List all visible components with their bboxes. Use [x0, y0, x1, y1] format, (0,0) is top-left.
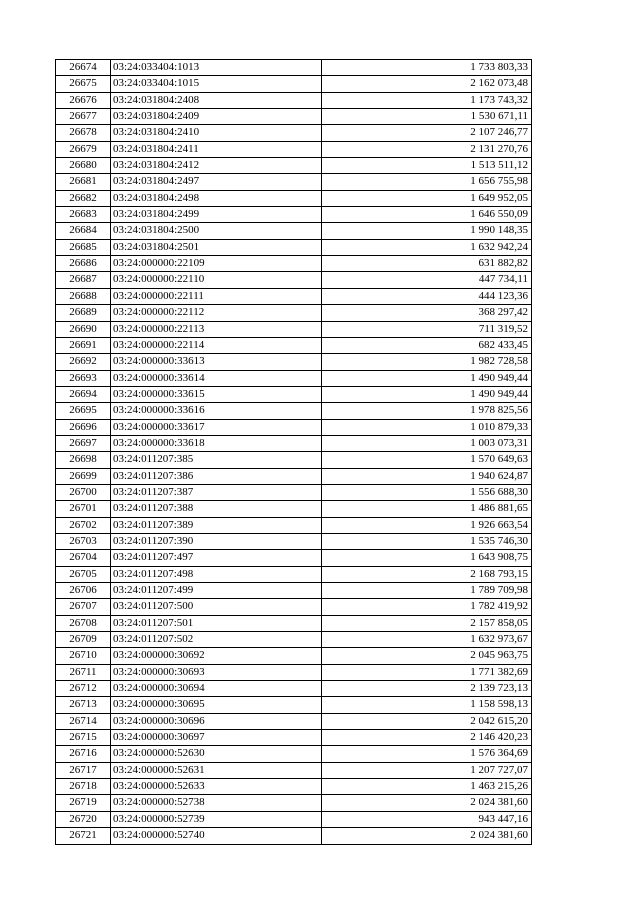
row-number-cell: 26700 [56, 484, 111, 500]
row-number-cell: 26676 [56, 92, 111, 108]
cadastral-number-cell: 03:24:000000:30693 [111, 664, 322, 680]
row-number-cell: 26674 [56, 60, 111, 76]
row-number-cell: 26703 [56, 533, 111, 549]
row-number-cell: 26708 [56, 615, 111, 631]
cadastral-number-cell: 03:24:011207:499 [111, 583, 322, 599]
row-number-cell: 26678 [56, 125, 111, 141]
row-number-cell: 26675 [56, 76, 111, 92]
table-row [56, 435, 532, 451]
cadastral-number-cell: 03:24:031804:2411 [111, 141, 322, 157]
cadastral-value-cell: 1 570 649,63 [322, 452, 532, 468]
cadastral-value-cell: 2 042 615,20 [322, 713, 532, 729]
cadastral-value-cell: 2 162 073,48 [322, 76, 532, 92]
cadastral-number-cell: 03:24:011207:498 [111, 566, 322, 582]
table-row [56, 207, 532, 223]
table-row [56, 60, 532, 76]
table-row [56, 501, 532, 517]
cadastral-value-cell: 2 146 420,23 [322, 730, 532, 746]
cadastral-number-cell: 03:24:031804:2409 [111, 109, 322, 125]
cadastral-number-cell: 03:24:011207:386 [111, 468, 322, 484]
row-number-cell: 26683 [56, 207, 111, 223]
cadastral-number-cell: 03:24:011207:390 [111, 533, 322, 549]
row-number-cell: 26719 [56, 795, 111, 811]
row-number-cell: 26715 [56, 730, 111, 746]
row-number-cell: 26706 [56, 583, 111, 599]
cadastral-number-cell: 03:24:011207:500 [111, 599, 322, 615]
row-number-cell: 26716 [56, 746, 111, 762]
cadastral-value-cell: 447 734,11 [322, 272, 532, 288]
cadastral-value-cell: 1 173 743,32 [322, 92, 532, 108]
cadastral-value-cell: 2 024 381,60 [322, 828, 532, 844]
row-number-cell: 26714 [56, 713, 111, 729]
cadastral-number-cell: 03:24:000000:30694 [111, 681, 322, 697]
table-row [56, 730, 532, 746]
cadastral-number-cell: 03:24:000000:22111 [111, 288, 322, 304]
cadastral-value-cell: 1 490 949,44 [322, 386, 532, 402]
table-row [56, 403, 532, 419]
cadastral-value-cell: 1 926 663,54 [322, 517, 532, 533]
row-number-cell: 26694 [56, 386, 111, 402]
row-number-cell: 26713 [56, 697, 111, 713]
cadastral-value-cell: 2 168 793,15 [322, 566, 532, 582]
cadastral-number-cell: 03:24:031804:2412 [111, 158, 322, 174]
table-row [56, 632, 532, 648]
table-row [56, 795, 532, 811]
cadastral-number-cell: 03:24:000000:22114 [111, 337, 322, 353]
table-row [56, 746, 532, 762]
cadastral-value-cell: 2 131 270,76 [322, 141, 532, 157]
cadastral-value-cell: 1 646 550,09 [322, 207, 532, 223]
table-row [56, 648, 532, 664]
cadastral-value-cell: 711 319,52 [322, 321, 532, 337]
cadastral-value-cell: 1 010 879,33 [322, 419, 532, 435]
row-number-cell: 26717 [56, 762, 111, 778]
table-row [56, 599, 532, 615]
cadastral-number-cell: 03:24:000000:52738 [111, 795, 322, 811]
table-row [56, 811, 532, 827]
table-row [56, 583, 532, 599]
cadastral-value-cell: 444 123,36 [322, 288, 532, 304]
cadastral-value-cell: 1 576 364,69 [322, 746, 532, 762]
row-number-cell: 26704 [56, 550, 111, 566]
row-number-cell: 26680 [56, 158, 111, 174]
row-number-cell: 26712 [56, 681, 111, 697]
table-row [56, 533, 532, 549]
cadastral-number-cell: 03:24:031804:2410 [111, 125, 322, 141]
cadastral-number-cell: 03:24:000000:52739 [111, 811, 322, 827]
table-row [56, 92, 532, 108]
table-row [56, 713, 532, 729]
cadastral-value-cell: 1 490 949,44 [322, 370, 532, 386]
cadastral-number-cell: 03:24:011207:501 [111, 615, 322, 631]
row-number-cell: 26720 [56, 811, 111, 827]
cadastral-value-cell: 1 556 688,30 [322, 484, 532, 500]
cadastral-number-cell: 03:24:031804:2497 [111, 174, 322, 190]
cadastral-number-cell: 03:24:000000:52740 [111, 828, 322, 844]
table-row [56, 828, 532, 844]
cadastral-number-cell: 03:24:000000:30696 [111, 713, 322, 729]
row-number-cell: 26687 [56, 272, 111, 288]
table-row [56, 419, 532, 435]
table-row [56, 566, 532, 582]
cadastral-number-cell: 03:24:011207:385 [111, 452, 322, 468]
cadastral-value-cell: 1 978 825,56 [322, 403, 532, 419]
table-row [56, 141, 532, 157]
cadastral-number-cell: 03:24:000000:30697 [111, 730, 322, 746]
cadastral-value-cell: 2 139 723,13 [322, 681, 532, 697]
cadastral-value-cell: 2 024 381,60 [322, 795, 532, 811]
cadastral-value-cell: 1 656 755,98 [322, 174, 532, 190]
cadastral-value-cell: 1 003 073,31 [322, 435, 532, 451]
table-row [56, 354, 532, 370]
cadastral-number-cell: 03:24:000000:33616 [111, 403, 322, 419]
row-number-cell: 26710 [56, 648, 111, 664]
row-number-cell: 26684 [56, 223, 111, 239]
table-row [56, 370, 532, 386]
cadastral-number-cell: 03:24:000000:30695 [111, 697, 322, 713]
cadastral-value-cell: 1 632 973,67 [322, 632, 532, 648]
cadastral-value-cell: 631 882,82 [322, 256, 532, 272]
table-row [56, 615, 532, 631]
cadastral-number-cell: 03:24:011207:389 [111, 517, 322, 533]
row-number-cell: 26701 [56, 501, 111, 517]
cadastral-number-cell: 03:24:000000:30692 [111, 648, 322, 664]
cadastral-value-cell: 1 771 382,69 [322, 664, 532, 680]
row-number-cell: 26695 [56, 403, 111, 419]
cadastral-value-cell: 943 447,16 [322, 811, 532, 827]
table-row [56, 762, 532, 778]
cadastral-value-cell: 1 782 419,92 [322, 599, 532, 615]
table-row [56, 321, 532, 337]
row-number-cell: 26696 [56, 419, 111, 435]
table-row [56, 305, 532, 321]
cadastral-number-cell: 03:24:031804:2501 [111, 239, 322, 255]
table-row [56, 337, 532, 353]
cadastral-value-cell: 1 463 215,26 [322, 779, 532, 795]
table-row [56, 256, 532, 272]
table-row [56, 272, 532, 288]
row-number-cell: 26707 [56, 599, 111, 615]
cadastral-number-cell: 03:24:000000:33617 [111, 419, 322, 435]
cadastral-number-cell: 03:24:011207:502 [111, 632, 322, 648]
table-row [56, 517, 532, 533]
cadastral-value-cell: 1 513 511,12 [322, 158, 532, 174]
row-number-cell: 26690 [56, 321, 111, 337]
cadastral-value-table [55, 59, 532, 845]
table-row [56, 125, 532, 141]
table-row [56, 223, 532, 239]
cadastral-number-cell: 03:24:000000:52631 [111, 762, 322, 778]
cadastral-value-cell: 2 045 963,75 [322, 648, 532, 664]
cadastral-value-cell: 2 107 246,77 [322, 125, 532, 141]
row-number-cell: 26718 [56, 779, 111, 795]
table-row [56, 76, 532, 92]
cadastral-value-cell: 1 535 746,30 [322, 533, 532, 549]
table-row [56, 484, 532, 500]
table-row [56, 386, 532, 402]
cadastral-value-cell: 1 207 727,07 [322, 762, 532, 778]
cadastral-value-cell: 1 486 881,65 [322, 501, 532, 517]
table-row [56, 550, 532, 566]
row-number-cell: 26702 [56, 517, 111, 533]
row-number-cell: 26682 [56, 190, 111, 206]
table-row [56, 468, 532, 484]
table-row [56, 697, 532, 713]
table-row [56, 174, 532, 190]
table-row [56, 779, 532, 795]
table-row [56, 190, 532, 206]
cadastral-number-cell: 03:24:000000:33613 [111, 354, 322, 370]
cadastral-number-cell: 03:24:011207:497 [111, 550, 322, 566]
row-number-cell: 26691 [56, 337, 111, 353]
cadastral-number-cell: 03:24:000000:22113 [111, 321, 322, 337]
table-body [56, 60, 532, 845]
cadastral-value-cell: 1 990 148,35 [322, 223, 532, 239]
row-number-cell: 26697 [56, 435, 111, 451]
row-number-cell: 26711 [56, 664, 111, 680]
table-row [56, 109, 532, 125]
cadastral-number-cell: 03:24:000000:33614 [111, 370, 322, 386]
cadastral-number-cell: 03:24:011207:388 [111, 501, 322, 517]
table-row [56, 288, 532, 304]
cadastral-number-cell: 03:24:011207:387 [111, 484, 322, 500]
cadastral-value-cell: 1 643 908,75 [322, 550, 532, 566]
cadastral-number-cell: 03:24:000000:52630 [111, 746, 322, 762]
cadastral-value-cell: 1 982 728,58 [322, 354, 532, 370]
table-row [56, 452, 532, 468]
row-number-cell: 26693 [56, 370, 111, 386]
cadastral-value-cell: 1 530 671,11 [322, 109, 532, 125]
cadastral-value-cell: 1 940 624,87 [322, 468, 532, 484]
cadastral-value-cell: 1 632 942,24 [322, 239, 532, 255]
cadastral-value-cell: 1 733 803,33 [322, 60, 532, 76]
row-number-cell: 26689 [56, 305, 111, 321]
cadastral-number-cell: 03:24:033404:1013 [111, 60, 322, 76]
cadastral-value-cell: 1 789 709,98 [322, 583, 532, 599]
row-number-cell: 26679 [56, 141, 111, 157]
cadastral-number-cell: 03:24:033404:1015 [111, 76, 322, 92]
row-number-cell: 26698 [56, 452, 111, 468]
row-number-cell: 26692 [56, 354, 111, 370]
cadastral-value-cell: 368 297,42 [322, 305, 532, 321]
row-number-cell: 26685 [56, 239, 111, 255]
cadastral-value-cell: 1 649 952,05 [322, 190, 532, 206]
row-number-cell: 26709 [56, 632, 111, 648]
cadastral-number-cell: 03:24:000000:33615 [111, 386, 322, 402]
table-row [56, 664, 532, 680]
table-row [56, 239, 532, 255]
row-number-cell: 26721 [56, 828, 111, 844]
cadastral-value-cell: 1 158 598,13 [322, 697, 532, 713]
cadastral-number-cell: 03:24:000000:52633 [111, 779, 322, 795]
cadastral-number-cell: 03:24:031804:2498 [111, 190, 322, 206]
cadastral-number-cell: 03:24:000000:22112 [111, 305, 322, 321]
table-row [56, 158, 532, 174]
cadastral-value-cell: 682 433,45 [322, 337, 532, 353]
row-number-cell: 26688 [56, 288, 111, 304]
row-number-cell: 26705 [56, 566, 111, 582]
cadastral-number-cell: 03:24:031804:2499 [111, 207, 322, 223]
row-number-cell: 26699 [56, 468, 111, 484]
row-number-cell: 26681 [56, 174, 111, 190]
row-number-cell: 26677 [56, 109, 111, 125]
row-number-cell: 26686 [56, 256, 111, 272]
cadastral-number-cell: 03:24:000000:33618 [111, 435, 322, 451]
cadastral-number-cell: 03:24:000000:22110 [111, 272, 322, 288]
cadastral-number-cell: 03:24:031804:2500 [111, 223, 322, 239]
cadastral-number-cell: 03:24:031804:2408 [111, 92, 322, 108]
table-row [56, 681, 532, 697]
cadastral-number-cell: 03:24:000000:22109 [111, 256, 322, 272]
cadastral-value-cell: 2 157 858,05 [322, 615, 532, 631]
